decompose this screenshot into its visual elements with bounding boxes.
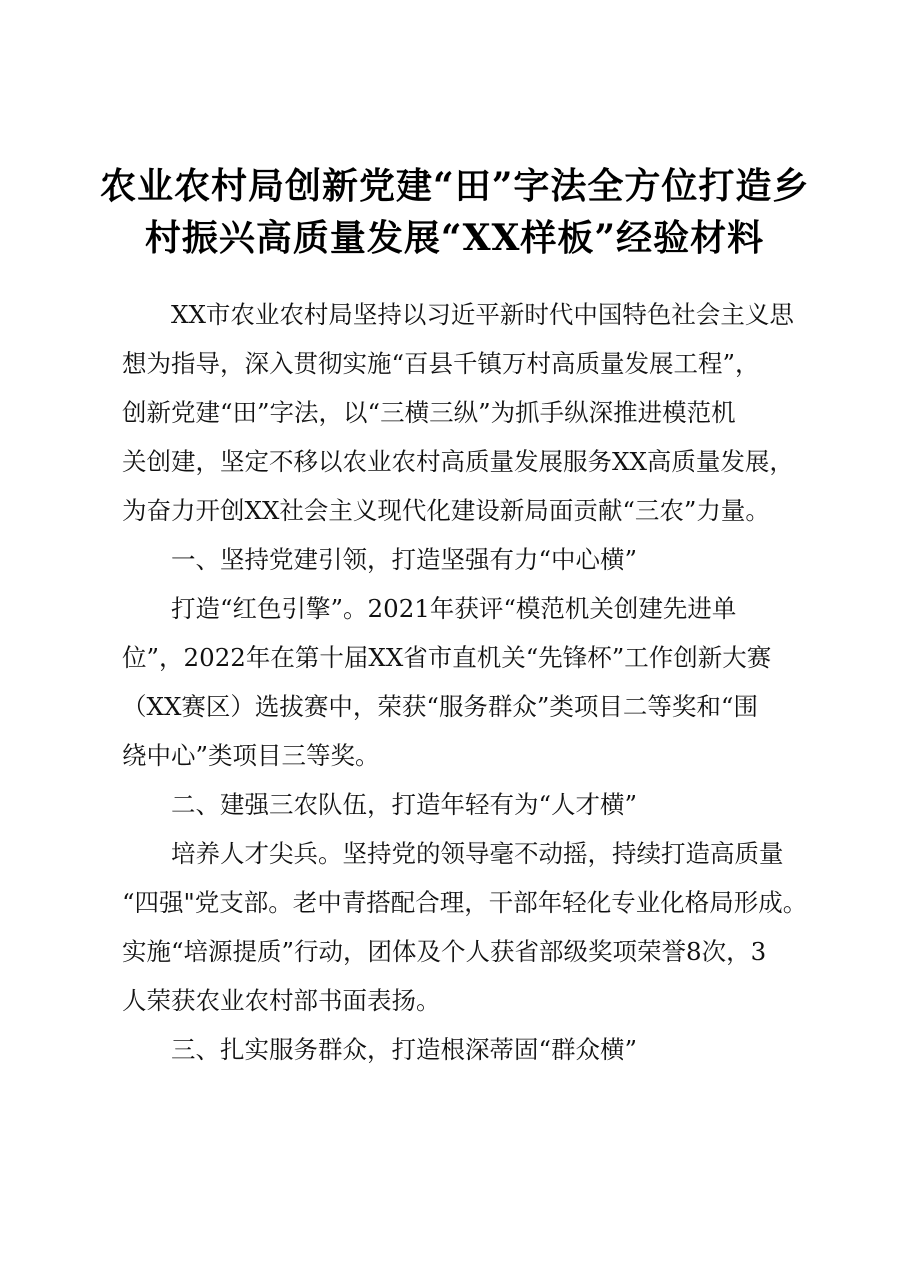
- paragraph-3-line-4: 人荣获农业农村部书面表扬。: [122, 986, 441, 1015]
- paragraph-2-line-1: 打造“红色引擎”。2021年获评“模范机关创建先进单: [171, 594, 737, 623]
- section-heading-1: 一、坚持党建引领，打造坚强有力“中心横”: [171, 545, 638, 574]
- paragraph-3-line-2: “四强"党支部。老中青搭配合理，干部年轻化专业化格局形成。: [122, 888, 808, 917]
- paragraph-3-line-1: 培养人才尖兵。坚持党的领导毫不动摇，持续打造高质量: [171, 839, 784, 868]
- paragraph-2-line-2: 位”，2022年在第十届XX省市直机关“先锋杯”工作创新大赛: [122, 643, 772, 672]
- paragraph-1-line-1: XX市农业农村局坚持以习近平新时代中国特色社会主义思: [171, 300, 794, 329]
- section-heading-2: 二、建强三农队伍，打造年轻有为“人才横”: [171, 790, 638, 819]
- paragraph-1-line-5: 为奋力开创XX社会主义现代化建设新局面贡献“三农”力量。: [122, 496, 770, 525]
- document-title-line-1: 农业农村局创新党建“田”字法全方位打造乡: [100, 165, 810, 207]
- paragraph-3-line-3: 实施“培源提质”行动，团体及个人获省部级奖项荣誉8次，3: [122, 937, 767, 966]
- paragraph-2-line-3: （XX赛区）选拔赛中，荣获“服务群众”类项目二等奖和“围: [122, 692, 758, 721]
- section-heading-3: 三、扎实服务群众，打造根深蒂固“群众横”: [171, 1035, 638, 1064]
- paragraph-1-line-2: 想为指导，深入贯彻实施“百县千镇万村高质量发展工程”，: [122, 349, 760, 378]
- document-title-line-2: 村振兴高质量发展“XX样板”经验材料: [144, 217, 765, 259]
- paragraph-1-line-4: 关创建，坚定不移以农业农村高质量发展服务XX高质量发展，: [122, 447, 794, 476]
- paragraph-1-line-3: 创新党建“田”字法，以“三横三纵”为抓手纵深推进模范机: [122, 398, 736, 427]
- paragraph-2-line-4: 绕中心”类项目三等奖。: [122, 741, 380, 770]
